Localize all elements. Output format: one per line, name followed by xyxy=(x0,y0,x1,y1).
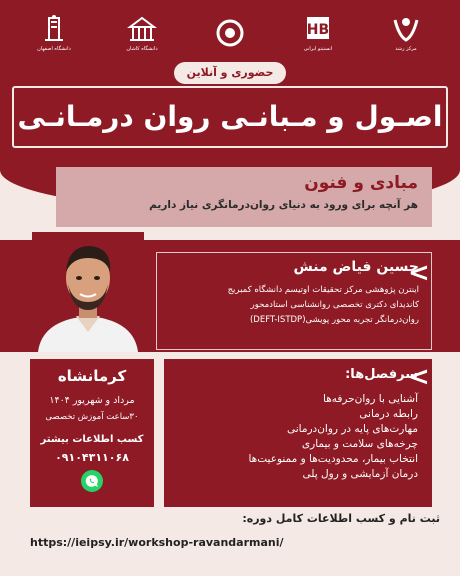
hb-logo xyxy=(292,9,344,57)
topic-item: چرخه‌های سلامت و بیماری xyxy=(301,438,418,450)
subtitle-text: هر آنچه برای ورود به دنیای روان‌درمانگری نیاز داریم xyxy=(149,199,418,211)
topics-heading: سرفصل‌ها: xyxy=(345,367,418,382)
logo-caption: مرکز رشد xyxy=(395,46,417,52)
chevron-left-icon: < xyxy=(408,362,430,392)
building-logo xyxy=(116,9,168,57)
topic-item: آشنایی با روان‌حرفه‌ها xyxy=(323,393,418,405)
topic-item: درمان آزمایشی و رول پلی xyxy=(302,468,418,480)
chevron-left-icon: < xyxy=(408,258,430,288)
hands-logo xyxy=(380,9,432,57)
speaker-photo xyxy=(32,232,144,352)
speaker-credential: کاندیدای دکتری تخصصی روانشناسی استادمحور xyxy=(250,300,419,310)
topic-item: انتخاب بیمار، محدودیت‌ها و ممنوعیت‌ها xyxy=(248,453,418,465)
logo-caption: انستیتو ایرانی xyxy=(303,46,333,52)
subtitle-panel xyxy=(56,167,432,227)
svg-text:HB: HB xyxy=(306,22,330,38)
phone-number[interactable]: ۰۹۱۰۴۳۱۱۰۶۸ xyxy=(55,451,129,464)
topic-item: مهارت‌های پایه در روان‌درمانی xyxy=(286,423,418,435)
registration-link[interactable]: https://ieipsy.ir/workshop-ravandarmani/ xyxy=(30,536,284,549)
speaker-credential: اینترن پژوهشی مرکز تحقیقات اوتیسم دانشگاه کمبریج xyxy=(227,285,419,295)
speaker-panel xyxy=(156,252,432,350)
more-info-label: کسب اطلاعات بیشتر xyxy=(40,434,144,445)
logo-row xyxy=(0,8,460,58)
speaker-credential: روان‌درمانگر تجربه محور پویشی(DEFT-ISTDP) xyxy=(249,315,419,325)
logo-caption: دانشگاه اصفهان xyxy=(37,46,71,52)
logo-caption: دانشگاه کاشان xyxy=(126,46,158,52)
event-hours: ۳۰ساعت آموزش تخصصی xyxy=(45,412,139,422)
tower-logo xyxy=(28,9,80,57)
subtitle-heading: مبادی و فنون xyxy=(304,173,418,193)
page-title: اصـول و مـبانـی روان درمـانـی xyxy=(12,86,448,148)
topic-item: رابطه درمانی xyxy=(359,408,418,420)
format-badge: حضوری و آنلاین xyxy=(174,62,286,84)
event-city: کرمانشاه xyxy=(57,367,127,385)
registration-label: ثبت نام و کسب اطلاعات کامل دوره: xyxy=(242,512,440,525)
speaker-name: حسین فیاض منش xyxy=(293,259,419,275)
event-date: مرداد و شهریور ۱۴۰۴ xyxy=(49,395,135,406)
whatsapp-icon[interactable] xyxy=(81,470,103,492)
topics-card xyxy=(164,359,432,507)
event-info-card xyxy=(30,359,154,507)
circle-logo xyxy=(204,9,256,57)
